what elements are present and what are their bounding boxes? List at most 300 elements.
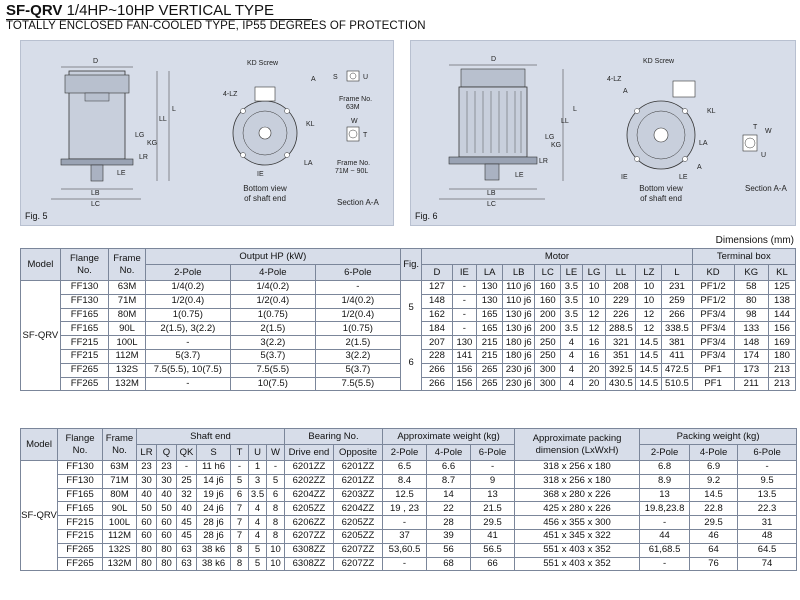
table-cell: 133 (734, 322, 768, 336)
fig5-dim-u: U (363, 74, 369, 81)
fig6-dim-w: W (765, 128, 772, 135)
table-cell: 169 (768, 336, 795, 350)
table-cell: 10 (636, 294, 662, 308)
table-cell: 63 (177, 557, 197, 571)
table-cell: 14 j6 (197, 474, 231, 488)
table-cell: 173 (734, 363, 768, 377)
t1-motor-header: Motor (422, 249, 692, 265)
figure-5-drawing (21, 41, 393, 225)
table-cell: 64 (690, 543, 738, 557)
table-cell: 180 (768, 349, 795, 363)
table-cell: 6 (231, 488, 249, 502)
table-cell: 19 , 23 (383, 502, 427, 516)
table-cell: PF3/4 (692, 349, 734, 363)
table-cell: 229 (606, 294, 636, 308)
table-cell: 265 (477, 363, 503, 377)
table-cell: 90L (109, 322, 146, 336)
table-row (21, 488, 797, 502)
table-cell: 226 (606, 308, 636, 322)
table-cell: 4 (249, 516, 267, 530)
table-cell: - (452, 294, 477, 308)
table-cell: 14.5 (636, 349, 662, 363)
t1-motor-col-header: LB (503, 265, 535, 281)
table-cell: 112M (109, 349, 146, 363)
table-cell: 130 j6 (503, 308, 535, 322)
t1-fig-cell: 5 (400, 281, 422, 336)
table-cell: 3.5 (561, 294, 583, 308)
table-cell: 6205ZZ (334, 516, 383, 530)
motor-body (459, 87, 527, 157)
table-row (21, 281, 796, 295)
figure-5 (20, 40, 394, 226)
table-cell: 14.5 (636, 336, 662, 350)
table-cell: 1(0.75) (230, 308, 315, 322)
table-cell: 10(7.5) (230, 377, 315, 391)
table-cell: 3.5 (249, 488, 267, 502)
table-cell: 4 (561, 349, 583, 363)
table-cell: 16 (582, 349, 606, 363)
table-cell: 14.5 (636, 363, 662, 377)
table-cell: 37 (383, 529, 427, 543)
table-cell: 6308ZZ (285, 543, 334, 557)
table-cell: 6206ZZ (285, 516, 334, 530)
table-cell: FF215 (58, 529, 103, 543)
table-cell: 230 j6 (503, 363, 535, 377)
table-cell: 71M (103, 474, 137, 488)
table-cell: 38 k6 (197, 557, 231, 571)
table-cell: 29.5 (471, 516, 515, 530)
table-cell: PF3/4 (692, 322, 734, 336)
table-cell: 472.5 (662, 363, 692, 377)
table-cell: FF265 (58, 557, 103, 571)
table-cell: 160 (535, 294, 561, 308)
table-cell: 165 (477, 308, 503, 322)
table-cell: 130 (477, 294, 503, 308)
figure-6-drawing (411, 41, 795, 225)
table-cell: 10 (636, 281, 662, 295)
fig5-dim-ll: LL (159, 116, 167, 123)
t2-frame-header: Frame No. (103, 429, 137, 461)
table-cell: 6308ZZ (285, 557, 334, 571)
t2-shaft-header: Shaft end (137, 429, 285, 445)
table-cell: - (452, 322, 477, 336)
table-cell: 7.5(5.5), 10(7.5) (145, 363, 230, 377)
table-cell: 56.5 (471, 543, 515, 557)
table-cell: 266 (422, 363, 452, 377)
table-cell: PF1 (692, 377, 734, 391)
table-cell: 28 j6 (197, 516, 231, 530)
table-cell: 456 x 355 x 300 (515, 516, 640, 530)
fig6-dim-a1: A (623, 88, 628, 95)
table-cell: 9.5 (738, 474, 797, 488)
table-row (21, 516, 797, 530)
table-cell: - (383, 557, 427, 571)
table-cell: 7.5(5.5) (230, 363, 315, 377)
table-cell: 1/2(0.4) (315, 308, 400, 322)
table-cell: 12 (582, 308, 606, 322)
table-cell: 411 (662, 349, 692, 363)
table-cell: 1/4(0.2) (315, 294, 400, 308)
table-cell: 132M (109, 377, 146, 391)
fig6-bottom-view-2: of shaft end (640, 194, 682, 203)
table-cell: 6.6 (427, 461, 471, 475)
t1-terminal-col-header: KD (692, 265, 734, 281)
fig5-dim-l: L (172, 106, 176, 113)
table-cell: 74 (738, 557, 797, 571)
table-cell: 451 x 345 x 322 (515, 529, 640, 543)
table-cell: 32 (177, 488, 197, 502)
table-cell: - (145, 336, 230, 350)
t2-shaft-col-header: Q (157, 445, 177, 461)
table-cell: 10 (582, 281, 606, 295)
t1-motor-col-header: L (662, 265, 692, 281)
table-cell: 10 (582, 294, 606, 308)
table-cell: 5 (231, 474, 249, 488)
table-cell: 551 x 403 x 352 (515, 557, 640, 571)
table-cell: 12 (636, 308, 662, 322)
table-cell: 6.8 (640, 461, 690, 475)
table-cell: 68 (427, 557, 471, 571)
table-cell: 6207ZZ (334, 543, 383, 557)
table-cell: 5 (267, 474, 285, 488)
table-cell: 200 (535, 322, 561, 336)
table-cell: 6.5 (383, 461, 427, 475)
table-cell: 46 (690, 529, 738, 543)
table-cell: 71M (109, 294, 146, 308)
table-cell: FF130 (60, 281, 108, 295)
table-cell: 215 (477, 336, 503, 350)
table-cell: 80 (157, 543, 177, 557)
fig6-dim-t: T (753, 124, 758, 131)
table-cell: 19 j6 (197, 488, 231, 502)
table-cell: 381 (662, 336, 692, 350)
fig6-dim-lr: LR (539, 158, 548, 165)
table-cell: 9 (471, 474, 515, 488)
t1-motor-col-header: LA (477, 265, 503, 281)
table-cell: 12 (636, 322, 662, 336)
t1-motor-col-header: LE (561, 265, 583, 281)
table-cell: 208 (606, 281, 636, 295)
fig5-section-label: Section A-A (337, 198, 379, 207)
table-cell: 45 (177, 529, 197, 543)
table-cell: - (452, 281, 477, 295)
table-cell: 100L (109, 336, 146, 350)
t1-motor-col-header: D (422, 265, 452, 281)
motor-top (461, 69, 525, 87)
t1-terminal-col-header: KG (734, 265, 768, 281)
table-cell: 7 (231, 502, 249, 516)
table-cell: 180 j6 (503, 336, 535, 350)
table-cell: - (231, 461, 249, 475)
table-cell: 156 (768, 322, 795, 336)
dimensions-note: Dimensions (mm) (715, 235, 794, 246)
t2-p-pole2-header: 2-Pole (640, 445, 690, 461)
table-cell: 7 (231, 516, 249, 530)
table-cell: PF1/2 (692, 294, 734, 308)
table-cell: 48 (738, 529, 797, 543)
table-cell: 8 (231, 543, 249, 557)
table-cell: 80M (109, 308, 146, 322)
table-cell: 45 (177, 516, 197, 530)
table-cell: 351 (606, 349, 636, 363)
t2-drive-header: Drive end (285, 445, 334, 461)
table-cell: 60 (157, 516, 177, 530)
table-cell: 3.5 (561, 308, 583, 322)
table-cell: 6201ZZ (334, 474, 383, 488)
table-cell: 2(1.5) (315, 336, 400, 350)
fig6-dim-le2: LE (679, 174, 688, 181)
fig6-dim-lb: LB (487, 190, 496, 197)
table-cell: 8 (231, 557, 249, 571)
table-cell: 156 (452, 363, 477, 377)
table-cell: 510.5 (662, 377, 692, 391)
table-cell: - (738, 461, 797, 475)
table-cell: 10 (267, 557, 285, 571)
table-cell: 30 (137, 474, 157, 488)
t2-p-pole4-header: 4-Pole (690, 445, 738, 461)
table-cell: 318 x 256 x 180 (515, 461, 640, 475)
table-cell: FF165 (60, 322, 108, 336)
table-cell: 61,68.5 (640, 543, 690, 557)
table-cell: 430.5 (606, 377, 636, 391)
table-cell: 14.5 (690, 488, 738, 502)
table-cell: 13 (471, 488, 515, 502)
table-cell: 22.3 (738, 502, 797, 516)
fig6-dim-l: L (573, 106, 577, 113)
page-title: SF-QRV 1/4HP~10HP VERTICAL TYPE (6, 2, 275, 19)
table-cell: 165 (477, 322, 503, 336)
table-cell: 80 (137, 543, 157, 557)
table-cell: 174 (734, 349, 768, 363)
table-cell: - (452, 308, 477, 322)
table-cell: - (640, 557, 690, 571)
table-cell: 6207ZZ (334, 557, 383, 571)
table-cell: 148 (734, 336, 768, 350)
table-cell: FF265 (60, 377, 108, 391)
fig5-frame1-a: Frame No. (339, 96, 373, 103)
table-cell: 288.5 (606, 322, 636, 336)
table-cell: 25 (177, 474, 197, 488)
fig6-dim-lg: LG (545, 134, 555, 141)
table-cell: 8.9 (640, 474, 690, 488)
table-cell: 8 (267, 516, 285, 530)
table-cell: 7.5(5.5) (315, 377, 400, 391)
table-cell: 425 x 280 x 226 (515, 502, 640, 516)
table-cell: 266 (422, 377, 452, 391)
table-cell: 132S (109, 363, 146, 377)
table-cell: 110 j6 (503, 281, 535, 295)
table-cell: 125 (768, 281, 795, 295)
table-cell: 60 (137, 516, 157, 530)
table-cell: 110 j6 (503, 294, 535, 308)
table-cell: 184 (422, 322, 452, 336)
fig6-4lz: 4-LZ (607, 76, 622, 83)
table-row (21, 529, 797, 543)
figure-6-label: Fig. 6 (415, 211, 438, 221)
table-row (21, 543, 797, 557)
table-cell: FF130 (58, 474, 103, 488)
table-cell: 6205ZZ (285, 502, 334, 516)
fig5-4lz: 4-LZ (223, 91, 238, 98)
motor-dimensions-table (20, 248, 796, 391)
table-cell: PF1/2 (692, 281, 734, 295)
table-cell: 5(3.7) (230, 349, 315, 363)
table-cell: 1(0.75) (145, 308, 230, 322)
table-cell: 2(1.5) (230, 322, 315, 336)
table-cell: 56 (427, 543, 471, 557)
table-row (21, 474, 797, 488)
table-cell: 132S (103, 543, 137, 557)
t2-opposite-header: Opposite (334, 445, 383, 461)
table-cell: 1/2(0.4) (230, 294, 315, 308)
table-cell: 7 (231, 529, 249, 543)
table-cell: 1(0.75) (315, 322, 400, 336)
fig6-dim-ie: IE (621, 174, 628, 181)
table-cell: 44 (640, 529, 690, 543)
table-cell: 141 (452, 349, 477, 363)
table-cell: FF165 (58, 502, 103, 516)
t1-flange-header: Flange No. (60, 249, 108, 281)
t1-pole6-header: 6-Pole (315, 265, 400, 281)
table-cell: 213 (768, 377, 795, 391)
fig5-dim-lr: LR (139, 154, 148, 161)
table-cell: 80 (137, 557, 157, 571)
fig6-dim-lc: LC (487, 201, 496, 208)
table-cell: 19.8,23.8 (640, 502, 690, 516)
table-cell: 1/4(0.2) (230, 281, 315, 295)
table-cell: 5(3.7) (315, 363, 400, 377)
table-cell: PF1 (692, 363, 734, 377)
t2-shaft-col-header: LR (137, 445, 157, 461)
table-cell: 144 (768, 308, 795, 322)
fig6-kd-screw: KD Screw (643, 58, 675, 65)
table-cell: 60 (137, 529, 157, 543)
table-cell: 31 (738, 516, 797, 530)
table-cell: 16 (582, 336, 606, 350)
table-cell: 160 (535, 281, 561, 295)
fig5-dim-ie: IE (257, 171, 264, 178)
table-cell: 90L (103, 502, 137, 516)
table-cell: 180 j6 (503, 349, 535, 363)
table-cell: 5 (249, 543, 267, 557)
table-cell: - (145, 377, 230, 391)
fig5-dim-kl: KL (306, 121, 315, 128)
table-cell: 60 (157, 529, 177, 543)
table-cell: 6 (267, 488, 285, 502)
fig6-dim-a2: A (697, 164, 702, 171)
table-cell: 80 (734, 294, 768, 308)
table-cell: 6201ZZ (285, 461, 334, 475)
table-cell: 30 (157, 474, 177, 488)
table-cell: 300 (535, 377, 561, 391)
fig6-dim-le: LE (515, 172, 524, 179)
table-row (21, 557, 797, 571)
table-cell: 3.5 (561, 322, 583, 336)
table-cell: 4 (561, 377, 583, 391)
table-cell: 211 (734, 377, 768, 391)
t1-output-header: Output HP (kW) (145, 249, 400, 265)
table-cell: 5 (249, 557, 267, 571)
table-cell: 98 (734, 308, 768, 322)
t2-shaft-col-header: S (197, 445, 231, 461)
table-cell: 8 (267, 502, 285, 516)
t2-flange-header: Flange No. (58, 429, 103, 461)
table-cell: 321 (606, 336, 636, 350)
table-cell: 63M (103, 461, 137, 475)
table-cell: - (640, 516, 690, 530)
t1-terminal-header: Terminal box (692, 249, 795, 265)
table-cell: - (471, 461, 515, 475)
table-cell: 132M (103, 557, 137, 571)
table-cell: 6202ZZ (285, 474, 334, 488)
fig5-dim-lb: LB (91, 190, 100, 197)
table-cell: 207 (422, 336, 452, 350)
fig5-dim-la: LA (304, 160, 313, 167)
t1-fig-header: Fig. (400, 249, 422, 281)
t2-packing-dim-header: Approximate packing dimension (LxWxH) (515, 429, 640, 461)
table-cell: 50 (157, 502, 177, 516)
table-cell: 3 (249, 474, 267, 488)
table-cell: 127 (422, 281, 452, 295)
table-cell: 3.5 (561, 281, 583, 295)
fig5-frame1-b: 63M (346, 104, 360, 111)
table-cell: - (315, 281, 400, 295)
fig5-dim-t: T (363, 132, 368, 139)
fig5-dim-le: LE (117, 170, 126, 177)
table-cell: 5(3.7) (145, 349, 230, 363)
fig6-dim-la: LA (699, 140, 708, 147)
table-cell: 100L (103, 516, 137, 530)
table-cell: 4 (561, 336, 583, 350)
table-row (21, 336, 796, 350)
t1-motor-col-header: IE (452, 265, 477, 281)
table-cell: 2(1.5), 3(2.2) (145, 322, 230, 336)
table-cell: - (177, 461, 197, 475)
table-cell: 200 (535, 308, 561, 322)
table-cell: FF215 (60, 336, 108, 350)
fig5-frame2-b: 71M ~ 90L (335, 168, 369, 175)
table-cell: 13.5 (738, 488, 797, 502)
table-cell: 6201ZZ (334, 461, 383, 475)
table-cell: 10 (267, 543, 285, 557)
table-cell: FF165 (58, 488, 103, 502)
table-cell: 80M (103, 488, 137, 502)
table-cell: FF265 (60, 363, 108, 377)
table-row (21, 502, 797, 516)
table-cell: 1/4(0.2) (145, 281, 230, 295)
table-cell: 63 (177, 543, 197, 557)
table-cell: 22.8 (690, 502, 738, 516)
table-cell: 3(2.2) (315, 349, 400, 363)
table-cell: 112M (103, 529, 137, 543)
fig5-dim-lc: LC (91, 201, 100, 208)
table-cell: 9.2 (690, 474, 738, 488)
t2-w-pole4-header: 4-Pole (427, 445, 471, 461)
table-cell: 14 (427, 488, 471, 502)
table-cell: 14.5 (636, 377, 662, 391)
t1-model-cell: SF-QRV (21, 281, 61, 391)
table-cell: 39 (427, 529, 471, 543)
fig5-dim-a: A (311, 76, 316, 83)
table-cell: 4 (249, 502, 267, 516)
table-cell: 228 (422, 349, 452, 363)
table-cell: 41 (471, 529, 515, 543)
table-cell: 156 (452, 377, 477, 391)
table-cell: 63M (109, 281, 146, 295)
table-row (21, 461, 797, 475)
table-cell: 38 k6 (197, 543, 231, 557)
t1-frame-header: Frame No. (109, 249, 146, 281)
